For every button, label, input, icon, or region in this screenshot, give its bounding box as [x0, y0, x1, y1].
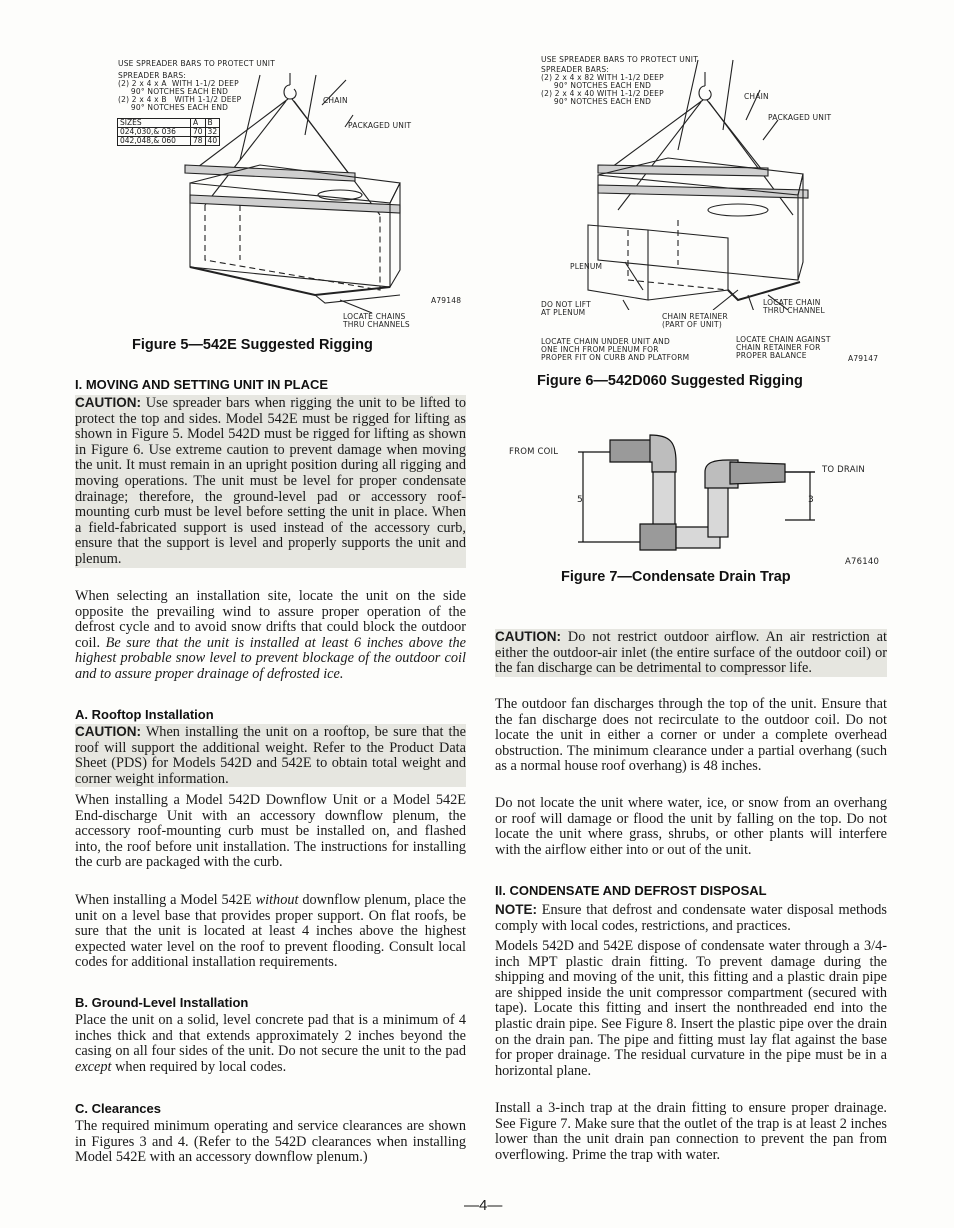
paragraph-site: [75, 589, 466, 683]
fig6-label-chain: CHAIN: [744, 92, 769, 101]
fig5-label-top: USE SPREADER BARS TO PROTECT UNIT: [118, 59, 275, 68]
fig5-code: A79148: [431, 296, 462, 305]
caution-label: CAUTION:: [75, 395, 141, 410]
table-cell: 024,030,& 036: [118, 128, 191, 137]
page-number: —4—: [464, 1197, 503, 1214]
fig7-from-coil: FROM COIL: [509, 447, 559, 457]
table-cell: 042,048,& 060: [118, 137, 191, 146]
fig5-label-locate: LOCATE CHAINS THRU CHANNELS: [343, 312, 410, 329]
fig6-label-plenum: PLENUM: [570, 262, 603, 271]
fig5-rigging-drawing: [110, 55, 450, 325]
fig5-label-chain: CHAIN: [323, 96, 348, 105]
fig5-label-bars: SPREADER BARS: (2) 2 x 4 x A WITH 1-1/2 DEEP 90° NOTCHES EACH END (2) 2 x 4 x B WITH 1-1/2 DEEP 90° NOTCHES EACH END: [118, 71, 242, 112]
heading-ground: B. Ground-Level Installation: [75, 995, 249, 1010]
fig6-label-locate-channel: LOCATE CHAIN THRU CHANNEL: [763, 298, 825, 315]
fig6-label-bars: SPREADER BARS: (2) 2 x 4 x 82 WITH 1-1/2 DEEP 90° NOTCHES EACH END (2) 2 x 4 x 40 WITH 1-1/2 DEEP 90° NOTCHES EACH END: [541, 65, 664, 106]
paragraph-trap: Install a 3-inch trap at the drain fitting to ensure proper drainage. See Figure 7. Make sure that the outlet of the trap is at least 2 inches lower than the unit drain pan connection to prevent the pan from overflowing. Prime the trap with water.: [495, 1100, 887, 1163]
fig6-code: A79147: [848, 354, 879, 363]
fig6-label-donot: DO NOT LIFT AT PLENUM: [541, 300, 591, 317]
table-cell: 70: [191, 128, 206, 137]
paragraph-water: Do not locate the unit where water, ice, or snow from an overhang or roof will damage or flood the unit by falling on the top. Do not locate the unit where grass, shrubs, or other plants will interfere with the airflow either into or out of the unit.: [495, 795, 887, 858]
caution-label: CAUTION:: [495, 629, 561, 644]
caution-text: Use spreader bars when rigging the unit to be lifted to protect the top and sides. Model 542E must be rigged for lifting as shown in Figure 5. Model 542D must be rigged for lifting as shown in Figure 6. Use extreme caution to prevent damage when moving the unit. It must remain in an upright position during all rigging and moving operations. The unit must be level for proper condensate drainage; therefore, the ground-level pad or accessory roof-mounting curb must be level before setting the unit in place. When a field-fabricated support is used instead of the accessory curb, ensure that the support is level and properly supports the unit and plenum.: [75, 395, 466, 567]
caution-roof: [75, 724, 466, 787]
paragraph-roof-2: [75, 893, 466, 971]
paragraph-text: Place the unit on a solid, level concrete pad that is a minimum of 4 inches thick and that extends approximately 2 inches beyond the casing on all four sides of the unit. Do not secure the unit to the pad: [75, 1012, 466, 1060]
table-cell: 78: [191, 137, 206, 146]
fig7-title: Figure 7—Condensate Drain Trap: [561, 569, 791, 585]
caution-text: When installing the unit on a rooftop, be sure that the roof will support the additional weight. Refer to the Product Data Sheet (PDS) for Models 542D and 542E to obtain total weight and corner weight information.: [75, 724, 466, 787]
fig7-trap-drawing: [570, 432, 830, 557]
paragraph-models: Models 542D and 542E dispose of condensate water through a 3/4-inch MPT plastic drain fitting. To prevent damage during the shipping and moving of the unit, this fitting and a plastic drain pipe are shipped inside the unit compressor compartment (secured with tape). Locate this fitting and insert the nonthreaded end into the plastic drain pipe. See Figure 8. Insert the plastic pipe over the drain on the drain pan. The pipe and fitting must lay flat against the base for proper drainage. The residual curvature in the pipe must be in a horizontal plane.: [495, 938, 887, 1079]
caution-label: CAUTION:: [75, 724, 141, 739]
paragraph-italic: Be sure that the unit is installed at least 6 inches above the highest probable snow level to prevent blockage of the outdoor coil and to assure proper drainage of defrosted ice.: [75, 634, 466, 682]
paragraph-fan: The outdoor fan discharges through the top of the unit. Ensure that the fan discharge does not recirculate to the outdoor coil. Do not locate the unit in either a corner or under a complete overhead obstruction. The minimum clearance under a partial overhang (such as a normal house roof overhang) is 48 inches.: [495, 696, 887, 775]
note-text: Ensure that defrost and condensate water disposal methods comply with local codes, restrictions, and practices.: [495, 902, 887, 934]
caution-rigging: [75, 395, 466, 568]
fig6-label-retainer: CHAIN RETAINER (PART OF UNIT): [662, 312, 728, 329]
paragraph-roof-1: When installing a Model 542D Downflow Unit or a Model 542E End-discharge Unit with an accessory downflow plenum, the accessory roof-mounting curb must be installed on, and flashed into, the roof before unit installation. The instructions for installing the curb are packaged with the curb.: [75, 792, 466, 871]
table-cell: 40: [205, 137, 220, 146]
fig6-label-top: USE SPREADER BARS TO PROTECT UNIT: [541, 55, 698, 64]
fig5-title: Figure 5—542E Suggested Rigging: [132, 337, 373, 353]
fig7-code: A76140: [845, 557, 880, 567]
fig6-rigging-drawing: [538, 50, 838, 310]
fig7-dim-right: 3: [808, 495, 814, 505]
note-label: NOTE:: [495, 902, 537, 917]
table-cell: 32: [205, 128, 220, 137]
paragraph-text: when required by local codes.: [115, 1058, 287, 1075]
paragraph-text: downflow plenum, place the unit on a level base that provides proper support. On flat roofs, be sure that the unit is located at least 4 inches above the highest expected water level on the roof to prevent flooding. Consult local codes for additional installation requirements.: [75, 892, 467, 971]
paragraph-text: When installing a Model 542E: [75, 892, 252, 908]
table-header: B: [205, 119, 220, 128]
table-header: A: [191, 119, 206, 128]
fig7-to-drain: TO DRAIN: [822, 465, 865, 475]
fig6-title: Figure 6—542D060 Suggested Rigging: [537, 373, 803, 389]
paragraph-italic: without: [255, 892, 299, 908]
paragraph-ground: [75, 1013, 466, 1075]
caution-text: Do not restrict outdoor airflow. An air restriction at either the outdoor-air inlet (the entire surface of the outdoor coil) or the fan discharge can be detrimental to compressor life.: [495, 629, 887, 677]
fig6-label-unit: PACKAGED UNIT: [768, 113, 832, 122]
fig6-label-under: LOCATE CHAIN UNDER UNIT AND ONE INCH FROM PLENUM FOR PROPER FIT ON CURB AND PLATFORM: [541, 337, 690, 362]
paragraph-italic: except: [75, 1058, 112, 1075]
table-header: SIZES: [118, 119, 191, 128]
paragraph-clearances: The required minimum operating and service clearances are shown in Figures 3 and 4. (Refer to the 542D clearances when installing Model 542E with an accessory downflow plenum.): [75, 1118, 466, 1166]
heading-moving: I. MOVING AND SETTING UNIT IN PLACE: [75, 377, 329, 392]
fig7-dim-left: 5: [577, 495, 583, 505]
fig5-label-unit: PACKAGED UNIT: [348, 121, 412, 130]
heading-condensate: II. CONDENSATE AND DEFROST DISPOSAL: [495, 883, 767, 898]
heading-clearances: C. Clearances: [75, 1101, 161, 1116]
heading-rooftop: A. Rooftop Installation: [75, 707, 214, 722]
fig6-label-against: LOCATE CHAIN AGAINST CHAIN RETAINER FOR PROPER BALANCE: [736, 335, 831, 360]
caution-airflow: [495, 629, 887, 677]
paragraph-note: [495, 902, 887, 934]
paragraph-text: When selecting an installation site, locate the unit on the side opposite the prevailing wind to assure proper operation of the defrost cycle and to avoid snow drifts that could block the outdoor coil.: [75, 588, 466, 651]
